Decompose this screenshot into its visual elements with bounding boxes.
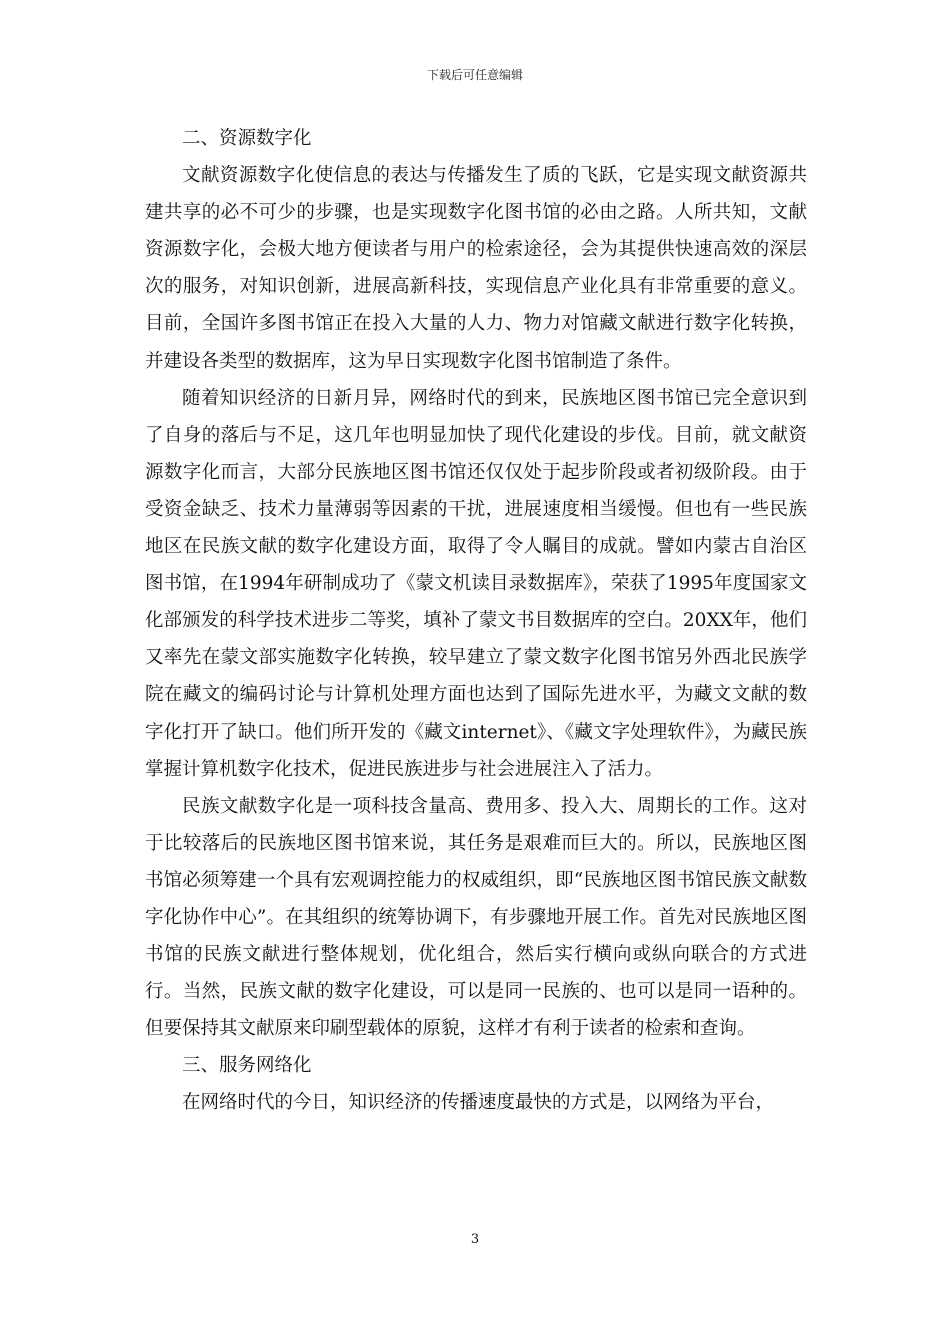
page-number: 3 (470, 1232, 480, 1247)
section-heading-resource-digitization: 二、资源数字化 (182, 128, 312, 149)
paragraph: 在网络时代的今日，知识经济的传播速度最快的方式是，以网络为平台， (182, 1092, 775, 1114)
paragraph: 随着知识经济的日新月异，网络时代的到来，民族地区图书馆已完全意识到了自身的落后与不足，这几年也明显加快了现代化建设的步伐。目前，就文献资源数字化而言，大部分民族地区图书馆还仅仅处于起步阶段或者初级阶段。由于受资金缺乏、技术力量薄弱等因素的干扰，进展速度相当缓慢。但也有一些民族地区在民族文献的数字化建设方面，取得了令人瞩目的成就。譬如内蒙古自治区图书馆，在1994年研制成功了《蒙文机读目录数据库》，荣获了1995年度国家文化部颁发的科学技术进步二等奖，填补了蒙文书目数据库的空白。20XX年，他们又率先在蒙文部实施数字化转换，较早建立了蒙文数字化图书馆另外西北民族学院在藏文的编码讨论与计算机处理方面也达到了国际先进水平，为藏文文献的数字化打开了缺口。他们所开发的《藏文internet》、《藏文字处理软件》，为藏民族掌握计算机数字化技术，促进民族进步与社会进展注入了活力。 (145, 387, 807, 780)
document-body (145, 120, 807, 1122)
paragraph: 文献资源数字化使信息的表达与传播发生了质的飞跃，它是实现文献资源共建共享的必不可少的步骤，也是实现数字化图书馆的必由之路。人所共知，文献资源数字化，会极大地方便读者与用户的检索途径，会为其提供快速高效的深层次的服务，对知识创新，进展高新科技，实现信息产业化具有非常重要的意义。目前，全国许多图书馆正在投入大量的人力、物力对馆藏文献进行数字化转换，并建设各类型的数据库，这为早日实现数字化图书馆制造了条件。 (145, 165, 807, 372)
paragraph: 民族文献数字化是一项科技含量高、费用多、投入大、周期长的工作。这对于比较落后的民族地区图书馆来说，其任务是艰难而巨大的。所以，民族地区图书馆必须筹建一个具有宏观调控能力的权威组织，即“民族地区图书馆民族文献数字化协作中心”。在其组织的统筹协调下，有步骤地开展工作。首先对民族地区图书馆的民族文献进行整体规划，优化组合，然后实行横向或纵向联合的方式进行。当然，民族文献的数字化建设，可以是同一民族的、也可以是同一语种的。但要保持其文献原来印刷型载体的原貌，这样才有利于读者的检索和查询。 (145, 795, 807, 1040)
section-heading-service-networking: 三、服务网络化 (182, 1055, 312, 1077)
page-header: 下载后可任意编辑 (426, 68, 523, 82)
